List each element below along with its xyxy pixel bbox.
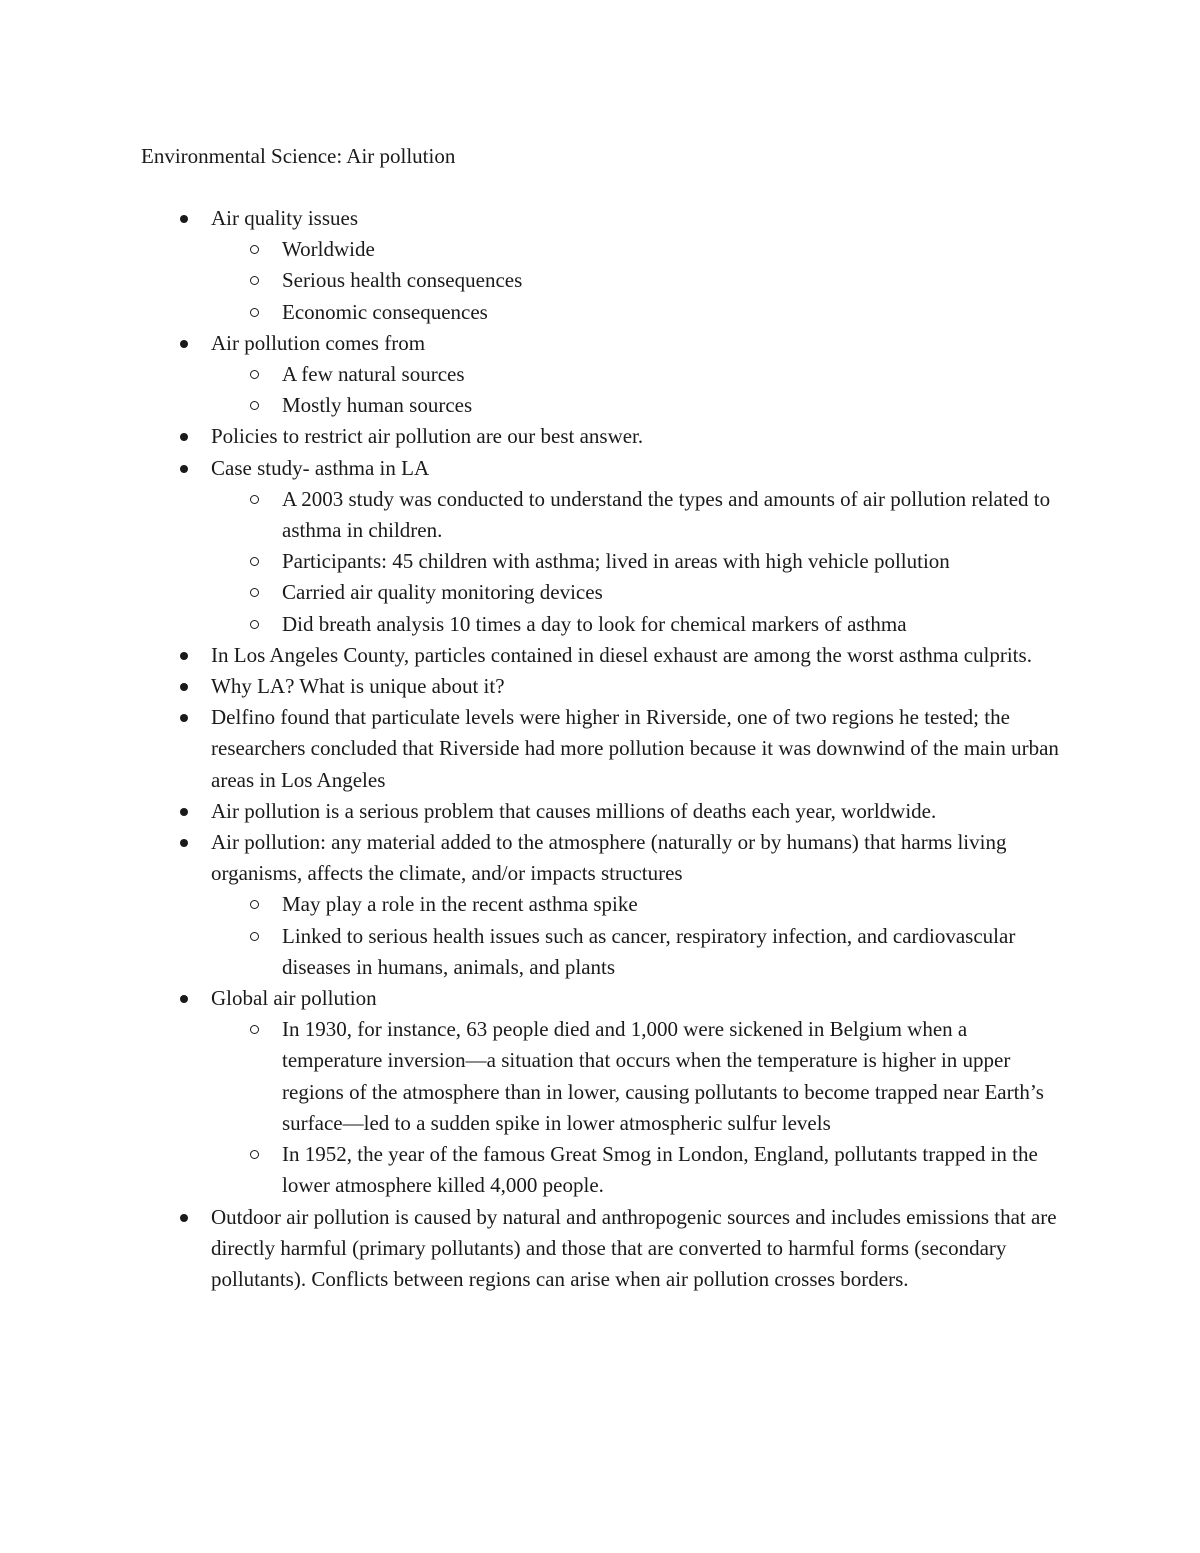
- filled-bullet-icon: [178, 328, 192, 359]
- sub-list-item: [0, 484, 1200, 546]
- list-item: [0, 702, 1200, 796]
- sub-list-item: [0, 297, 1200, 328]
- filled-bullet-icon: [178, 640, 192, 671]
- hollow-bullet-icon: [249, 234, 263, 265]
- list-item-text: In Los Angeles County, particles contained in diesel exhaust are among the worst asthma culprits.: [211, 642, 1032, 667]
- filled-bullet-icon: [178, 983, 192, 1014]
- list-item-text: Why LA? What is unique about it?: [211, 674, 505, 699]
- list-item: [0, 421, 1200, 452]
- list-item-text: Policies to restrict air pollution are our best answer.: [211, 424, 644, 449]
- filled-bullet-icon: [178, 421, 192, 452]
- sub-list-item: [0, 390, 1200, 421]
- list-item: [0, 640, 1200, 671]
- sub-list-item: [0, 609, 1200, 640]
- list-item-text: A few natural sources: [282, 362, 465, 387]
- list-item-text: Carried air quality monitoring devices: [282, 580, 603, 605]
- sub-list-item: [0, 234, 1200, 265]
- hollow-bullet-icon: [249, 889, 263, 920]
- list-item: [0, 1202, 1200, 1296]
- list-item-text: In 1930, for instance, 63 people died and 1,000 were sickened in Belgium when a temperature inversion—a situation that occurs when the temperature is higher in upper regions of the atmosphere than in lower, causing pollutants to become trapped near Earth’s surface—led to a sudden spike in lower atmospheric sulfur levels: [282, 1017, 1044, 1135]
- filled-bullet-icon: [178, 671, 192, 702]
- list-item-text: Delfino found that particulate levels were higher in Riverside, one of two regions he tested; the researchers concluded that Riverside had more pollution because it was downwind of the main urban areas in Los Angeles: [211, 705, 1059, 792]
- document-title: Environmental Science: Air pollution: [141, 144, 456, 168]
- list-item-text: Air pollution: any material added to the atmosphere (naturally or by humans) that harms living organisms, affects the climate, and/or impacts structures: [211, 830, 1007, 886]
- bullet-outline: [0, 203, 1200, 1295]
- hollow-bullet-icon: [249, 359, 263, 390]
- sub-list-item: [0, 1139, 1200, 1201]
- list-item-text: Mostly human sources: [282, 393, 473, 418]
- hollow-bullet-icon: [249, 546, 263, 577]
- filled-bullet-icon: [178, 203, 192, 234]
- list-item-text: Serious health consequences: [282, 268, 523, 293]
- list-item: [0, 453, 1200, 484]
- list-item: [0, 328, 1200, 359]
- sub-list-item: [0, 546, 1200, 577]
- filled-bullet-icon: [178, 827, 192, 858]
- sub-list-item: [0, 921, 1200, 983]
- hollow-bullet-icon: [249, 577, 263, 608]
- sub-list-item: [0, 577, 1200, 608]
- list-item-text: Economic consequences: [282, 299, 488, 324]
- sub-list-item: [0, 889, 1200, 920]
- filled-bullet-icon: [178, 702, 192, 733]
- hollow-bullet-icon: [249, 390, 263, 421]
- sub-list-item: [0, 359, 1200, 390]
- filled-bullet-icon: [178, 1202, 192, 1233]
- sub-list-item: [0, 265, 1200, 296]
- list-item: [0, 203, 1200, 234]
- list-item-text: Did breath analysis 10 times a day to look for chemical markers of asthma: [282, 611, 907, 636]
- hollow-bullet-icon: [249, 1014, 263, 1045]
- list-item: [0, 796, 1200, 827]
- sub-list-item: [0, 1014, 1200, 1139]
- filled-bullet-icon: [178, 453, 192, 484]
- list-item: [0, 671, 1200, 702]
- hollow-bullet-icon: [249, 609, 263, 640]
- list-item-text: Global air pollution: [211, 986, 377, 1011]
- list-item: [0, 983, 1200, 1014]
- list-item-text: Linked to serious health issues such as cancer, respiratory infection, and cardiovascular diseases in humans, animals, and plants: [282, 923, 1016, 979]
- list-item-text: Worldwide: [282, 237, 375, 262]
- filled-bullet-icon: [178, 796, 192, 827]
- list-item-text: A 2003 study was conducted to understand the types and amounts of air pollution related to asthma in children.: [282, 486, 1051, 543]
- list-item-text: Outdoor air pollution is caused by natural and anthropogenic sources and includes emissions that are directly harmful (primary pollutants) and those that are converted to harmful forms (secondary pollutants). Conflicts between regions can arise when air pollution crosses borders.: [211, 1204, 1057, 1291]
- hollow-bullet-icon: [249, 1139, 263, 1170]
- list-item: [0, 827, 1200, 889]
- list-item-text: Air quality issues: [211, 206, 358, 230]
- list-item-text: In 1952, the year of the famous Great Smog in London, England, pollutants trapped in the lower atmosphere killed 4,000 people.: [282, 1142, 1038, 1198]
- list-item-text: Participants: 45 children with asthma; lived in areas with high vehicle pollution: [282, 549, 950, 574]
- list-item-text: Case study- asthma in LA: [211, 455, 430, 480]
- list-item-text: Air pollution is a serious problem that causes millions of deaths each year, worldwide.: [211, 798, 937, 823]
- hollow-bullet-icon: [249, 921, 263, 952]
- list-item-text: Air pollution comes from: [211, 330, 426, 355]
- hollow-bullet-icon: [249, 484, 263, 515]
- hollow-bullet-icon: [249, 297, 263, 328]
- list-item-text: May play a role in the recent asthma spike: [282, 892, 638, 917]
- hollow-bullet-icon: [249, 265, 263, 296]
